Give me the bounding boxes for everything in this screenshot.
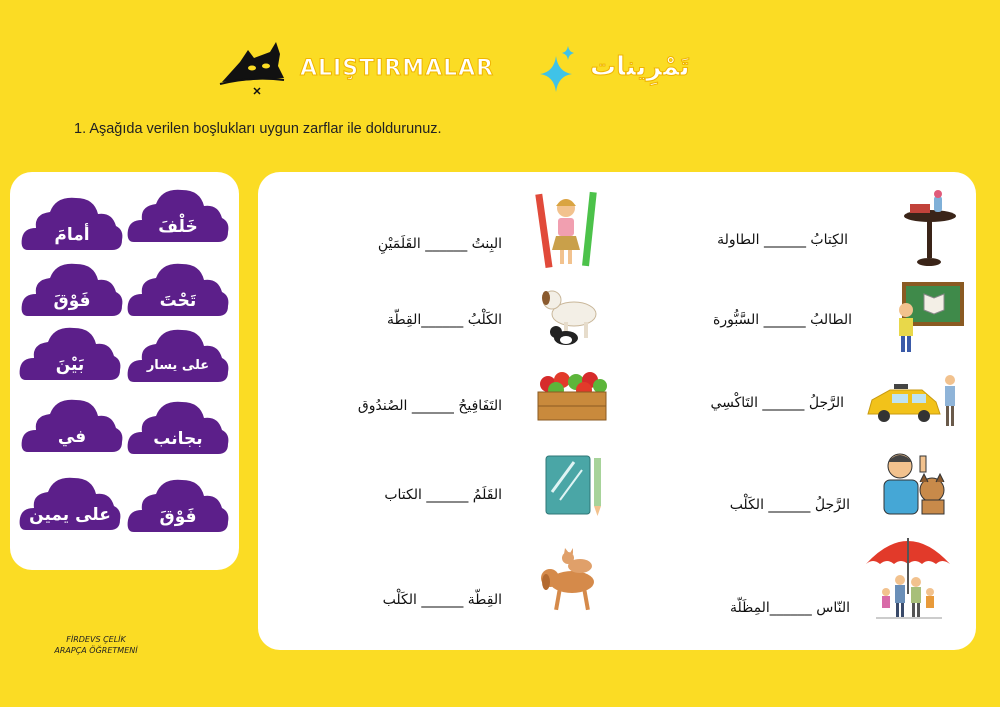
student-in-front-of-board-icon — [894, 278, 966, 356]
word-cloud[interactable] — [18, 322, 122, 384]
word-cloud[interactable] — [126, 184, 230, 246]
man-next-to-taxi-icon — [864, 370, 964, 430]
exercise-sentence[interactable]: الكِتابُ ______ الطاولة — [717, 232, 848, 248]
exercise-sentence[interactable]: البِنتُ ______ القَلَمَيْنِ — [377, 236, 502, 252]
sparkle-icon — [536, 44, 580, 94]
word-cloud[interactable] — [20, 394, 124, 456]
girl-between-pencils-icon — [534, 188, 598, 272]
word-bank-panel — [10, 172, 239, 570]
exercise-sentence[interactable]: القِطّة ______ الكَلْب — [382, 592, 502, 608]
word-label: تَحْتَ — [159, 291, 197, 311]
exercise-sentence[interactable]: النّاس ______المِظَلّة — [729, 600, 850, 616]
word-cloud[interactable] — [18, 472, 122, 534]
author-name: FİRDEVS ÇELİK — [66, 635, 126, 644]
word-cloud[interactable] — [126, 474, 230, 536]
page-title-arabic: تَمْرِينات — [590, 52, 690, 82]
header — [0, 38, 1000, 108]
footer-signature — [46, 634, 146, 656]
exercise-sentence[interactable]: التَفَافِيحُ ______ الصُندُوق — [357, 398, 502, 414]
page-title: ALIŞTIRMALAR — [300, 56, 495, 81]
word-label: خَلْفَ — [158, 217, 198, 237]
word-label: فَوْقَ — [159, 507, 197, 527]
family-under-umbrella-icon — [862, 524, 954, 620]
word-cloud[interactable] — [126, 258, 230, 320]
word-cloud[interactable] — [126, 396, 230, 458]
word-cloud[interactable] — [20, 258, 124, 320]
author-title: ARAPÇA ÖĞRETMENİ — [54, 646, 138, 655]
cat-on-dog-icon — [536, 544, 608, 616]
book-on-table-icon — [898, 186, 960, 270]
exercise-sentence[interactable]: الطالبُ ______ السَّبُّورة — [712, 312, 852, 328]
exercise-sentence[interactable]: القَلَمُ ______ الكتاب — [384, 487, 502, 503]
word-label: بَيْنَ — [55, 355, 85, 375]
cat-face-icon — [218, 38, 286, 98]
apples-in-box-icon — [536, 368, 608, 424]
exercise-sentence[interactable]: الرَّجلُ ______ الكَلْب — [729, 497, 850, 513]
word-cloud[interactable] — [126, 324, 230, 386]
pencil-next-to-book-icon — [544, 452, 606, 518]
exercise-sentence[interactable]: الكَلْبُ ______القِطّة — [387, 312, 502, 328]
word-label: على يمين — [29, 505, 111, 525]
man-with-dog-icon — [878, 446, 950, 518]
exercise-sentence[interactable]: الرَّجلُ ______ التَاكْسِي — [710, 395, 844, 411]
word-label: على يسار — [146, 358, 210, 373]
word-label: فَوْقَ — [53, 291, 91, 311]
word-cloud[interactable] — [20, 192, 124, 254]
word-label: أمامَ — [54, 225, 90, 245]
instruction-text: 1. Aşağıda verilen boşlukları uygun zarflar ile doldurunuz. — [74, 121, 442, 137]
dog-behind-cat-icon — [536, 284, 602, 348]
word-label: بجانب — [153, 429, 203, 449]
word-label: في — [57, 427, 87, 447]
exercise-panel — [258, 172, 976, 650]
